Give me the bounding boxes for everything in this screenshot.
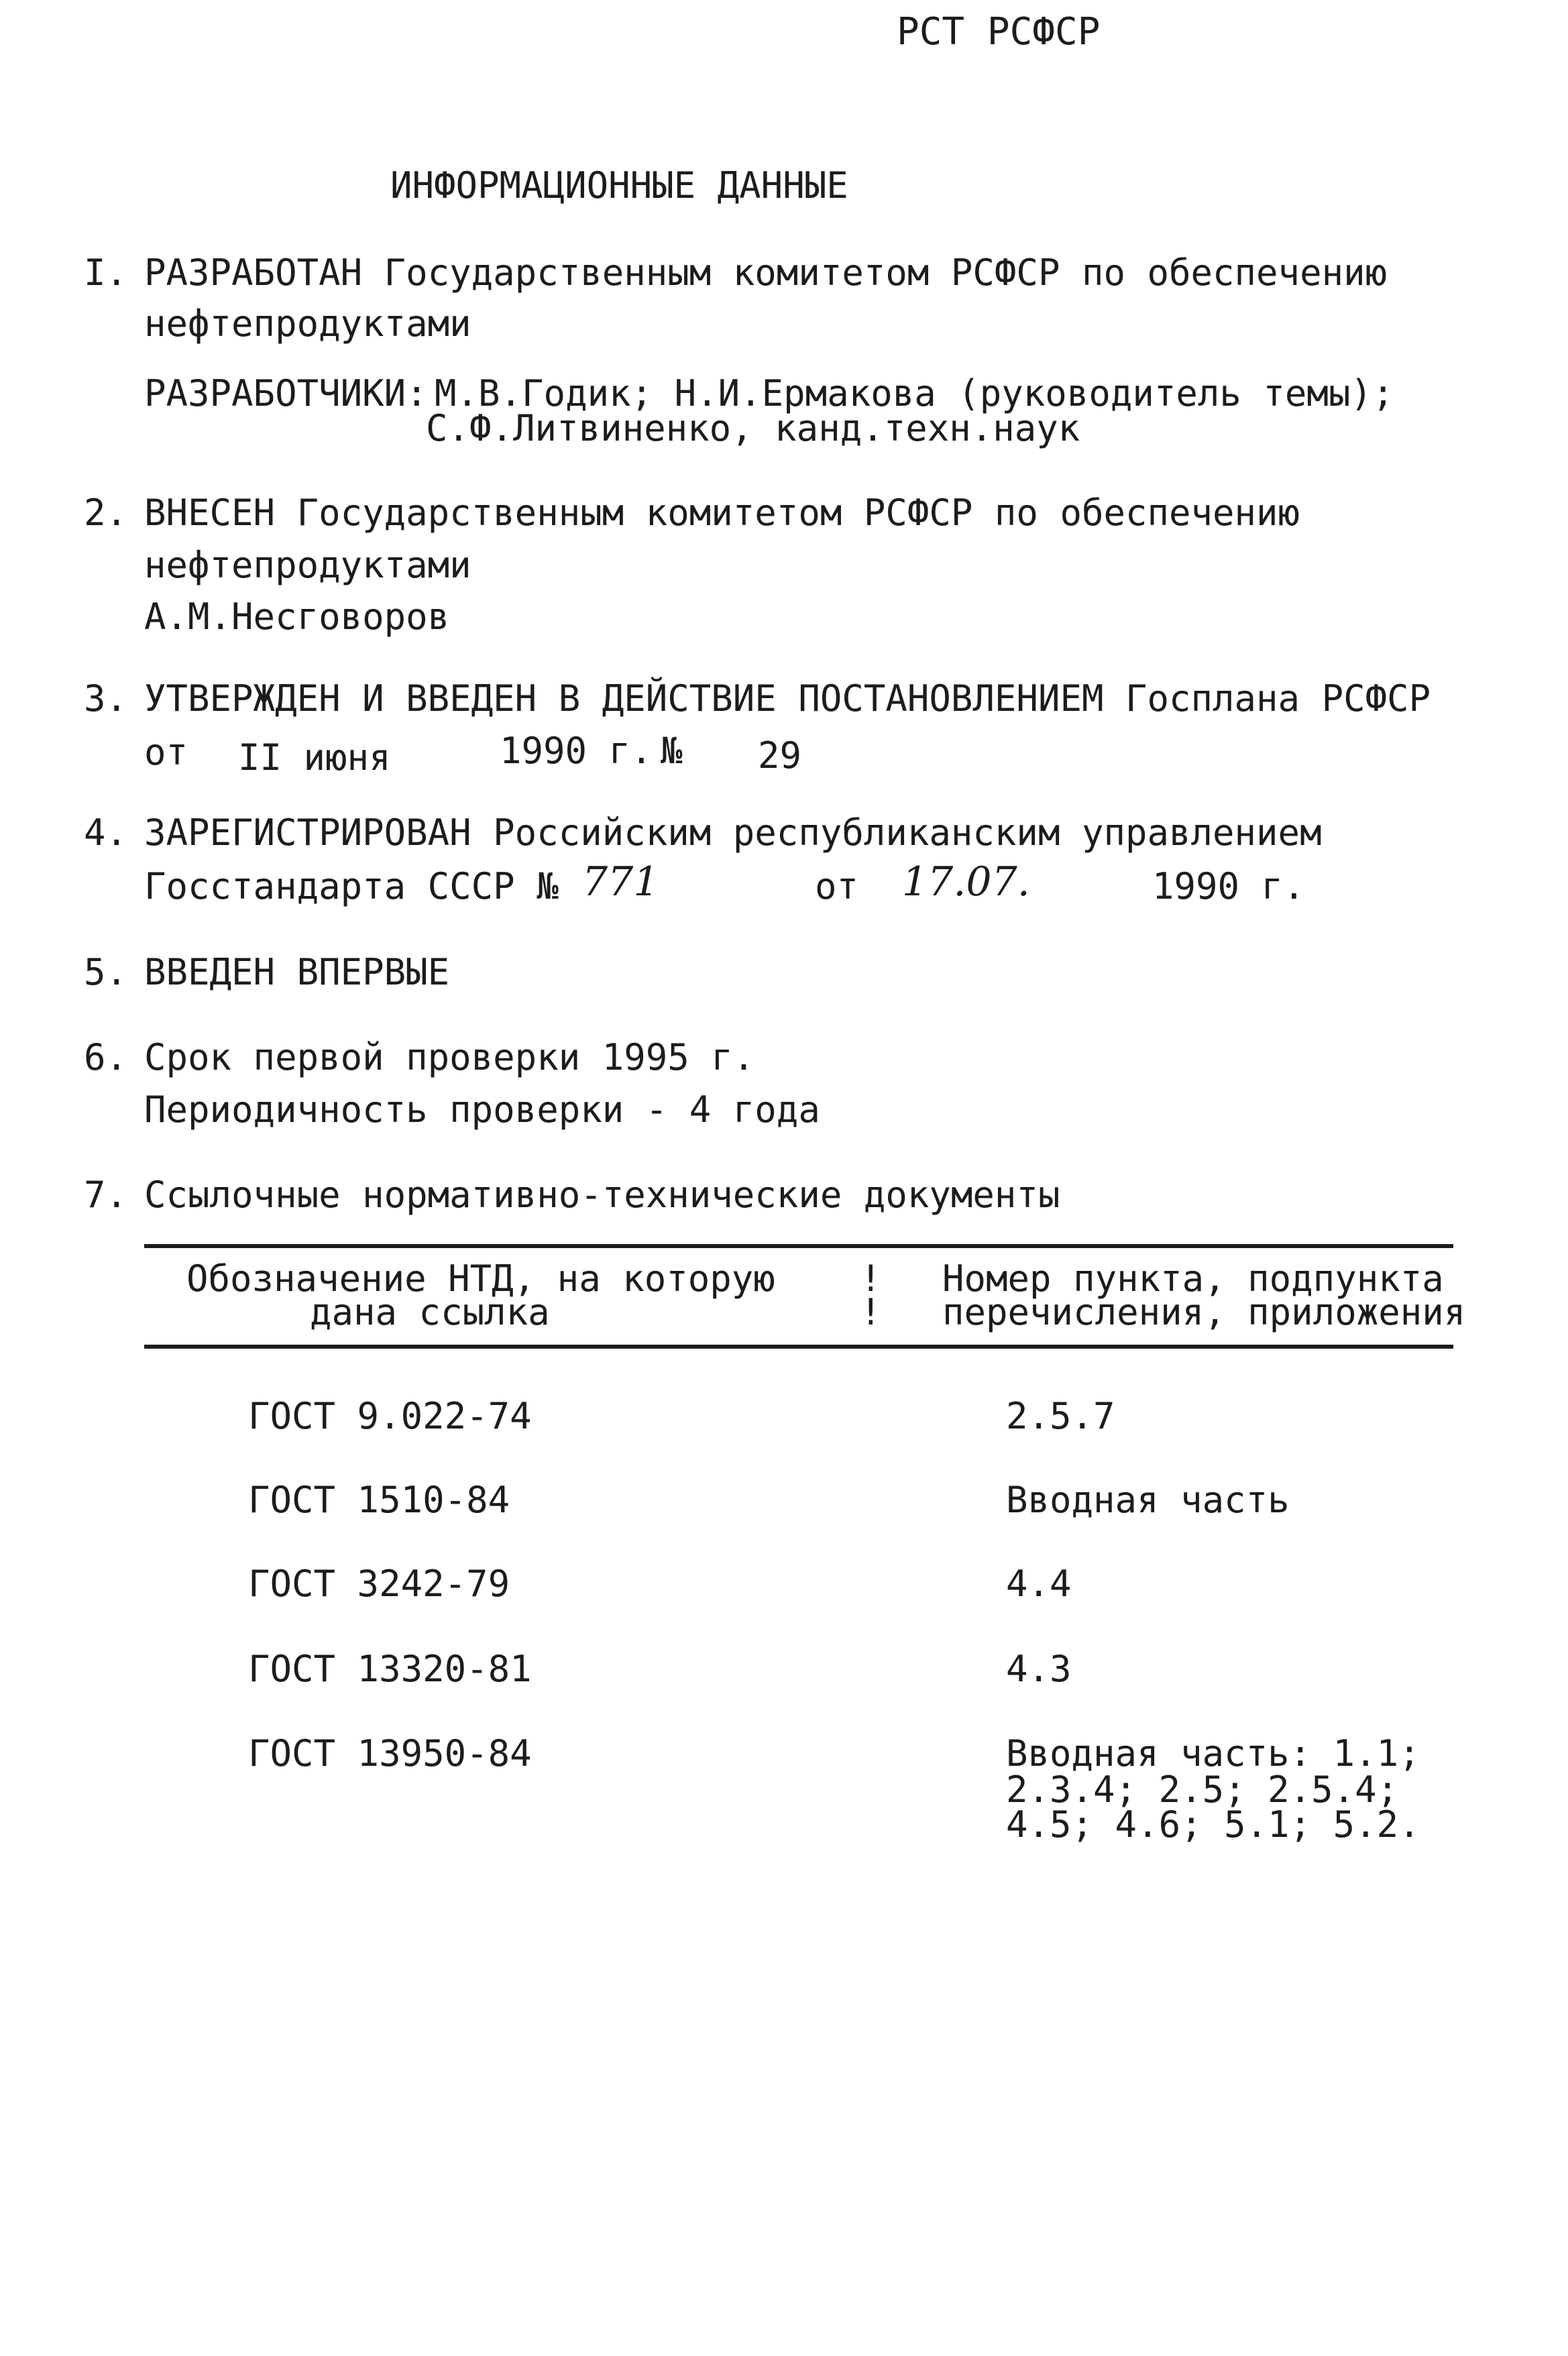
item-3-line-1: УТВЕРЖДЕН И ВВЕДЕН В ДЕЙСТВИЕ ПОСТАНОВЛЕНИЕМ Госплана РСФСР (144, 677, 1431, 720)
table-header-col2-line1: Номер пункта, подпункта (942, 1257, 1444, 1300)
item-number-4: 4. (84, 811, 128, 854)
item-6-line-2: Периодичность проверки - 4 года (144, 1088, 820, 1131)
handwritten-registration-number: 771 (582, 858, 659, 905)
item-number-6: 6. (84, 1036, 128, 1078)
row-doc: ГОСТ 1510-84 (248, 1479, 510, 1521)
item-2-line-2: нефтепродуктами (144, 544, 471, 586)
table-top-rule (144, 1244, 1453, 1248)
table-header-col1-line2: дана ссылка (310, 1291, 550, 1333)
row-ref-line-3: 4.5; 4.6; 5.1; 5.2. (1006, 1803, 1420, 1846)
item-number-5: 5. (84, 951, 128, 993)
document-code: РСТ РСФСР (897, 10, 1101, 54)
developers-line-2: С.Ф.Литвиненко, канд.техн.наук (426, 407, 1080, 449)
developers-line-1: М.В.Годик; Н.И.Ермакова (руководитель темы); (435, 372, 1394, 414)
table-header-separator-1: ! (860, 1257, 882, 1300)
item-3-from: от (144, 731, 188, 773)
row-ref: 2.5.7 (1006, 1395, 1115, 1437)
item-2-line-1: ВНЕСЕН Государственным комитетом РСФСР по обеспечению (144, 492, 1300, 534)
item-7-line-1: Ссылочные нормативно-технические документы (144, 1174, 1060, 1216)
row-ref: 4.4 (1006, 1563, 1072, 1605)
row-ref: Вводная часть (1006, 1479, 1290, 1521)
item-3-year: 1990 г. (500, 730, 653, 772)
item-number-7: 7. (84, 1174, 128, 1216)
table-header-col1-line1: Обозначение НТД, на которую (186, 1257, 775, 1300)
row-ref: Вводная часть: 1.1; (1006, 1732, 1420, 1775)
item-3-number: 29 (758, 734, 802, 777)
item-6-line-1: Срок первой проверки 1995 г. (144, 1036, 755, 1078)
table-header-separator-2: ! (860, 1291, 882, 1333)
item-1-line-2: нефтепродуктами (144, 302, 471, 345)
item-number-1: I. (84, 251, 128, 294)
table-header-col2-line2: перечисления, приложения (942, 1291, 1466, 1333)
developers-label: РАЗРАБОТЧИКИ: (144, 372, 428, 414)
item-number-2: 2. (84, 492, 128, 534)
row-doc: ГОСТ 13950-84 (248, 1732, 532, 1775)
item-3-day: II июня (238, 736, 391, 779)
handwritten-registration-date: 17.07. (902, 858, 1030, 905)
item-4-from: от (815, 865, 859, 907)
item-number-3: 3. (84, 677, 128, 720)
section-title: ИНФОРМАЦИОННЫЕ ДАННЫЕ (390, 164, 848, 207)
item-5-line-1: ВВЕДЕН ВПЕРВЫЕ (144, 951, 450, 993)
row-ref-line-2: 2.3.4; 2.5; 2.5.4; (1006, 1769, 1399, 1811)
item-1-line-1: РАЗРАБОТАН Государственным комитетом РСФСР по обеспечению (144, 251, 1388, 294)
row-doc: ГОСТ 3242-79 (248, 1563, 510, 1605)
row-doc: ГОСТ 9.022-74 (248, 1395, 532, 1437)
row-ref: 4.3 (1006, 1648, 1072, 1690)
item-2-line-3: А.М.Несговоров (144, 596, 450, 638)
item-4-line-2: Госстандарта СССР № (144, 865, 559, 907)
item-4-line-1: ЗАРЕГИСТРИРОВАН Российским республиканским управлением (144, 811, 1322, 854)
table-header-rule (144, 1345, 1453, 1349)
item-3-number-sign: № (661, 730, 683, 772)
row-doc: ГОСТ 13320-81 (248, 1648, 532, 1690)
item-4-year: 1990 г. (1152, 865, 1305, 907)
